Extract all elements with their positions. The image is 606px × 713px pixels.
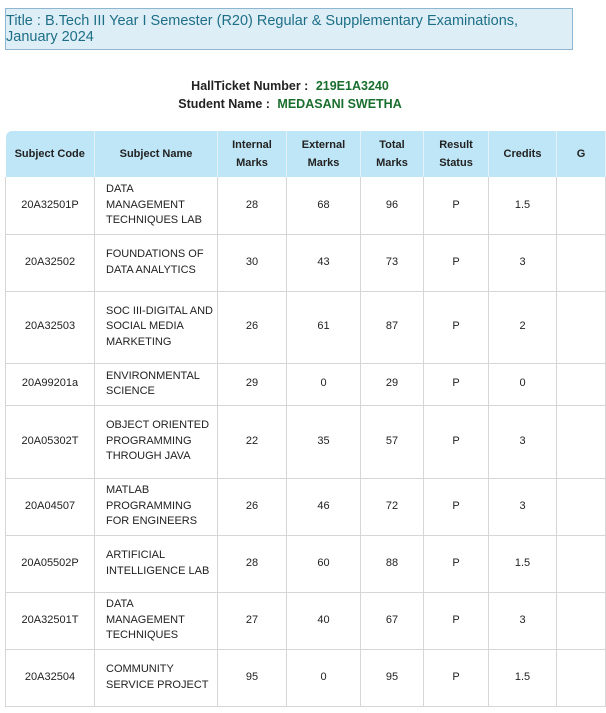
table-row: [6, 478, 606, 535]
cell-result-status: P: [424, 478, 489, 535]
cell-credits: 3: [489, 592, 557, 649]
cell-subject-code: 20A32501T: [6, 592, 95, 649]
header-grade: G: [557, 131, 606, 177]
cell-subject-code: 20A32501P: [6, 177, 95, 234]
cell-credits: 1.5: [489, 535, 557, 592]
cell-external-marks: 46: [287, 478, 361, 535]
cell-external-marks: 60: [287, 535, 361, 592]
student-name-label: Student Name :: [178, 97, 270, 111]
cell-total-marks: 67: [361, 592, 424, 649]
cell-internal-marks: 29: [218, 363, 287, 405]
cell-internal-marks: 26: [218, 478, 287, 535]
cell-subject-code: 20A32503: [6, 291, 95, 363]
student-name-value: MEDASANI SWETHA: [277, 97, 402, 111]
cell-credits: 1.5: [489, 177, 557, 234]
cell-external-marks: 40: [287, 592, 361, 649]
hallticket-value: 219E1A3240: [315, 79, 389, 93]
cell-total-marks: 73: [361, 234, 424, 291]
header-internal-marks: Internal Marks: [218, 131, 287, 177]
table-row: [6, 592, 606, 649]
cell-internal-marks: 27: [218, 592, 287, 649]
cell-subject-name: DATA MANAGEMENT TECHNIQUES LAB: [95, 177, 218, 234]
cell-total-marks: 88: [361, 535, 424, 592]
cell-subject-name: ENVIRONMENTAL SCIENCE: [95, 363, 218, 405]
header-subject-name: Subject Name: [95, 131, 218, 177]
results-table-container[interactable]: [5, 131, 586, 713]
cell-total-marks: 96: [361, 177, 424, 234]
cell-total-marks: 29: [361, 363, 424, 405]
cell-grade: [557, 592, 606, 649]
cell-grade: [557, 291, 606, 363]
table-row: [6, 405, 606, 478]
results-table: [5, 131, 606, 707]
cell-external-marks: 68: [287, 177, 361, 234]
header-credits: Credits: [489, 131, 557, 177]
cell-grade: [557, 177, 606, 234]
hallticket-label: HallTicket Number :: [191, 79, 309, 93]
cell-subject-name: ARTIFICIAL INTELLIGENCE LAB: [95, 535, 218, 592]
cell-subject-name: SOC III-DIGITAL AND SOCIAL MEDIA MARKETING: [95, 291, 218, 363]
cell-grade: [557, 535, 606, 592]
cell-credits: 1.5: [489, 649, 557, 706]
cell-result-status: P: [424, 177, 489, 234]
header-external-marks: External Marks: [287, 131, 361, 177]
exam-title: Title : B.Tech III Year I Semester (R20) Regular & Supplementary Examinations, January 2024: [6, 13, 519, 45]
header-subject-code: Subject Code: [6, 131, 95, 177]
cell-grade: [557, 234, 606, 291]
header-result-status: Result Status: [424, 131, 489, 177]
cell-total-marks: 95: [361, 649, 424, 706]
cell-total-marks: 87: [361, 291, 424, 363]
exam-title-banner: [5, 8, 573, 50]
header-total-marks: Total Marks: [361, 131, 424, 177]
cell-total-marks: 72: [361, 478, 424, 535]
cell-grade: [557, 363, 606, 405]
table-row: [6, 234, 606, 291]
cell-result-status: P: [424, 405, 489, 478]
cell-credits: 2: [489, 291, 557, 363]
cell-subject-code: 20A32504: [6, 649, 95, 706]
cell-internal-marks: 28: [218, 177, 287, 234]
cell-subject-code: 20A04507: [6, 478, 95, 535]
cell-subject-name: DATA MANAGEMENT TECHNIQUES: [95, 592, 218, 649]
cell-result-status: P: [424, 234, 489, 291]
cell-internal-marks: 28: [218, 535, 287, 592]
cell-result-status: P: [424, 363, 489, 405]
cell-grade: [557, 478, 606, 535]
cell-credits: 3: [489, 405, 557, 478]
cell-subject-code: 20A99201a: [6, 363, 95, 405]
cell-subject-code: 20A05302T: [6, 405, 95, 478]
cell-result-status: P: [424, 592, 489, 649]
student-name-row: [0, 97, 580, 111]
cell-subject-name: FOUNDATIONS OF DATA ANALYTICS: [95, 234, 218, 291]
cell-total-marks: 57: [361, 405, 424, 478]
cell-subject-name: MATLAB PROGRAMMING FOR ENGINEERS: [95, 478, 218, 535]
cell-external-marks: 43: [287, 234, 361, 291]
cell-internal-marks: 22: [218, 405, 287, 478]
cell-credits: 3: [489, 234, 557, 291]
cell-subject-name: COMMUNITY SERVICE PROJECT: [95, 649, 218, 706]
cell-credits: 0: [489, 363, 557, 405]
cell-internal-marks: 26: [218, 291, 287, 363]
cell-result-status: P: [424, 535, 489, 592]
cell-result-status: P: [424, 291, 489, 363]
table-row: [6, 363, 606, 405]
table-row: [6, 177, 606, 234]
cell-external-marks: 0: [287, 363, 361, 405]
cell-subject-code: 20A32502: [6, 234, 95, 291]
cell-grade: [557, 649, 606, 706]
cell-internal-marks: 95: [218, 649, 287, 706]
cell-credits: 3: [489, 478, 557, 535]
cell-subject-name: OBJECT ORIENTED PROGRAMMING THROUGH JAVA: [95, 405, 218, 478]
cell-external-marks: 61: [287, 291, 361, 363]
cell-external-marks: 0: [287, 649, 361, 706]
hallticket-row: [0, 79, 580, 93]
cell-subject-code: 20A05502P: [6, 535, 95, 592]
cell-internal-marks: 30: [218, 234, 287, 291]
table-row: [6, 649, 606, 706]
table-row: [6, 535, 606, 592]
table-header-row: [6, 131, 606, 177]
table-row: [6, 291, 606, 363]
cell-external-marks: 35: [287, 405, 361, 478]
cell-result-status: P: [424, 649, 489, 706]
cell-grade: [557, 405, 606, 478]
